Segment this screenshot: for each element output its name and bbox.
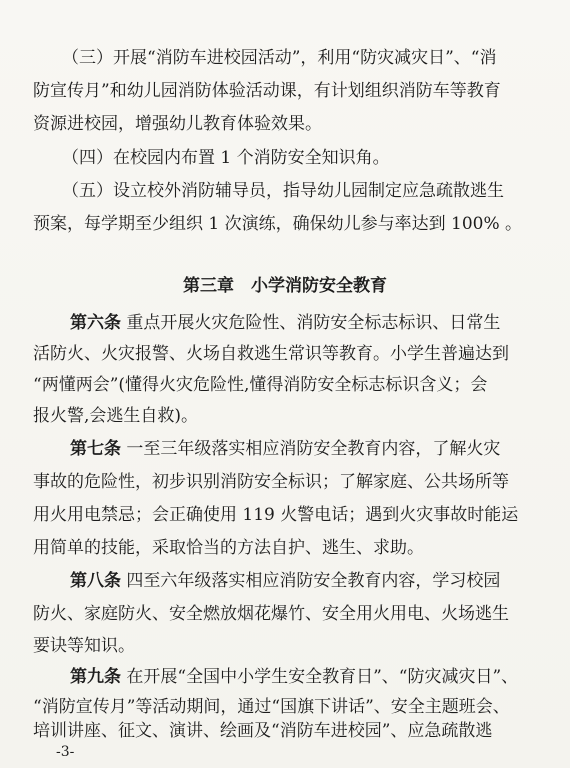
article-8-line-1 xyxy=(70,571,500,591)
article-6-line-1 xyxy=(70,313,500,333)
article-7-line-1 xyxy=(70,439,500,459)
para-3-line-2: 防宣传月”和幼儿园消防体验活动课，有计划组织消防车等教育 xyxy=(33,81,501,101)
article-6-line-3: “两懂两会”(懂得火灾危险性,懂得消防安全标志标识含义；会 xyxy=(33,375,488,395)
para-3-line-1: （三）开展“消防车进校园活动”，利用“防灾减灾日”、“消 xyxy=(62,48,497,68)
para-3-line-3: 资源进校园，增强幼儿教育体验效果。 xyxy=(33,114,322,134)
article-6-text: 重点开展火灾危险性、消防安全标志标识、日常生 xyxy=(126,313,501,333)
article-8-line-3: 要诀等知识。 xyxy=(33,636,135,656)
article-9-line-2: “消防宣传月”等活动期间，通过“国旗下讲话”、安全主题班会、 xyxy=(33,697,510,717)
article-9-label: 第九条 xyxy=(70,667,121,687)
para-5-line-1: （五）设立校外消防辅导员，指导幼儿园制定应急疏散逃生 xyxy=(62,181,504,201)
article-7-line-4: 用简单的技能，采取恰当的方法自护、逃生、求助。 xyxy=(33,538,424,558)
article-9-line-1 xyxy=(70,667,518,687)
article-6-line-4: 报火警,会逃生自救)。 xyxy=(33,406,199,426)
para-4-line-1: （四）在校园内布置 1 个消防安全知识角。 xyxy=(62,148,390,168)
article-6-line-2: 活防火、火灾报警、火场自救逃生常识等教育。小学生普遍达到 xyxy=(33,344,509,364)
chapter-title: 第三章 小学消防安全教育 xyxy=(183,276,387,296)
article-6-label: 第六条 xyxy=(70,313,121,333)
article-8-label: 第八条 xyxy=(70,571,121,591)
article-7-label: 第七条 xyxy=(70,439,121,459)
article-7-line-3: 用火用电禁忌；会正确使用 119 火警电话；遇到火灾事故时能运 xyxy=(33,505,519,525)
article-9-text: 在开展“全国中小学生安全教育日”、“防灾减灾日”、 xyxy=(126,667,519,687)
article-8-line-2: 防火、家庭防火、安全燃放烟花爆竹、安全用火用电、火场逃生 xyxy=(33,604,509,624)
page-number: -3- xyxy=(56,744,75,760)
para-5-line-2: 预案，每学期至少组织 1 次演练，确保幼儿参与率达到 100% 。 xyxy=(33,214,523,234)
article-9-line-3: 培训讲座、征文、演讲、绘画及“消防车进校园”、应急疏散逃 xyxy=(33,721,493,741)
article-7-line-2: 事故的危险性，初步识别消防安全标识；了解家庭、公共场所等 xyxy=(33,472,509,492)
article-8-text: 四至六年级落实相应消防安全教育内容，学习校园 xyxy=(126,571,501,591)
article-7-text: 一至三年级落实相应消防安全教育内容，了解火灾 xyxy=(126,439,501,459)
